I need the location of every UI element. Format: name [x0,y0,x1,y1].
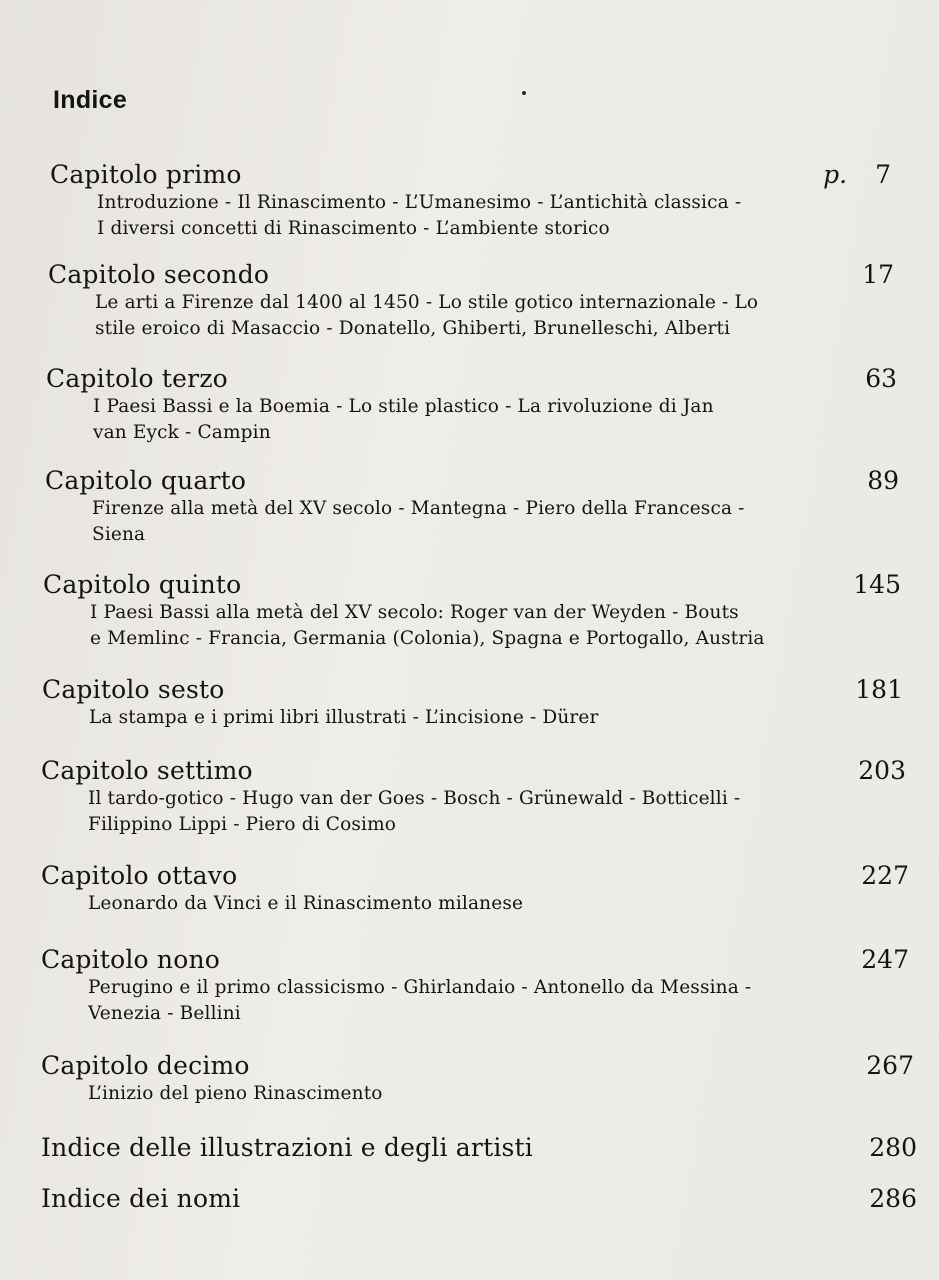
chapter-title: Capitolo decimo [41,1051,250,1080]
page-title: Indice [53,86,128,114]
topic-line: van Eyck - Campin [93,422,271,443]
chapter-topics [88,891,868,917]
topic-line: Perugino e il primo classicismo - Ghirlandaio - Antonello da Messina - [88,977,752,998]
topic-line: Leonardo da Vinci e il Rinascimento milanese [88,893,524,914]
page-number [869,1184,917,1213]
chapter-title: Capitolo quarto [45,466,247,495]
topic-line: e Memlinc - Francia, Germania (Colonia), Spagna e Portogallo, Austria [90,628,765,649]
page-number-value: 203 [858,756,906,785]
page-number [869,1133,917,1162]
chapter-topics [88,1081,868,1107]
topic-line: La stampa e i primi libri illustrati - L’incisione - Dürer [89,707,599,728]
ink-dot [522,91,526,95]
chapter-topics [88,786,868,838]
topic-line: I Paesi Bassi alla metà del XV secolo: Roger van der Weyden - Bouts [90,602,739,623]
chapter-title: Capitolo quinto [43,570,242,599]
topic-line: I Paesi Bassi e la Boemia - Lo stile plastico - La rivoluzione di Jan [93,396,714,417]
chapter-topics [97,190,877,242]
page-number [853,570,901,599]
topic-line: stile eroico di Masaccio - Donatello, Ghiberti, Brunelleschi, Alberti [95,318,731,339]
chapter-title: Capitolo primo [50,160,242,189]
topic-line: Venezia - Bellini [88,1003,241,1024]
page-number-value: 63 [865,364,897,393]
page-number [861,861,909,890]
chapter-title: Indice dei nomi [41,1184,241,1213]
chapter-topics [95,290,875,342]
topic-line: Il tardo-gotico - Hugo van der Goes - Bosch - Grünewald - Botticelli - [88,788,741,809]
page-number-value: 145 [853,570,901,599]
chapter-topics [88,975,868,1027]
chapter-topics [93,394,873,446]
page-number [861,945,909,974]
page-number-value: 247 [861,945,909,974]
topic-line: Filippino Lippi - Piero di Cosimo [88,814,397,835]
page-number [855,675,903,704]
page-number [823,160,891,189]
chapter-topics [89,705,869,731]
chapter-title: Capitolo secondo [48,260,270,289]
chapter-title: Capitolo nono [41,945,221,974]
page-number-value: 267 [866,1051,914,1080]
chapter-title: Indice delle illustrazioni e degli artisti [41,1133,533,1162]
topic-line: Firenze alla metà del XV secolo - Mantegna - Piero della Francesca - [92,498,745,519]
chapter-topics [90,600,870,652]
page-number [858,756,906,785]
chapter-title: Capitolo settimo [41,756,253,785]
chapter-topics [92,496,872,548]
topic-line: I diversi concetti di Rinascimento - L’ambiente storico [97,218,610,239]
page-prefix: p. [823,160,848,189]
page-number [866,1051,914,1080]
page-number-value: 286 [869,1184,917,1213]
page-number-value: 17 [862,260,894,289]
page-number-value: 181 [855,675,903,704]
topic-line: Siena [92,524,146,545]
chapter-title: Capitolo ottavo [41,861,238,890]
chapter-title: Capitolo terzo [46,364,228,393]
page-number-value: 227 [861,861,909,890]
page-number-value: 280 [869,1133,917,1162]
page-number-value: 7 [875,160,891,189]
page-number [867,466,899,495]
page-number [862,260,894,289]
page-number-value: 89 [867,466,899,495]
page-number [865,364,897,393]
topic-line: L’inizio del pieno Rinascimento [88,1083,383,1104]
topic-line: Le arti a Firenze dal 1400 al 1450 - Lo stile gotico internazionale - Lo [95,292,759,313]
topic-line: Introduzione - Il Rinascimento - L’Umanesimo - L’antichità classica - [97,192,742,213]
chapter-title: Capitolo sesto [42,675,225,704]
